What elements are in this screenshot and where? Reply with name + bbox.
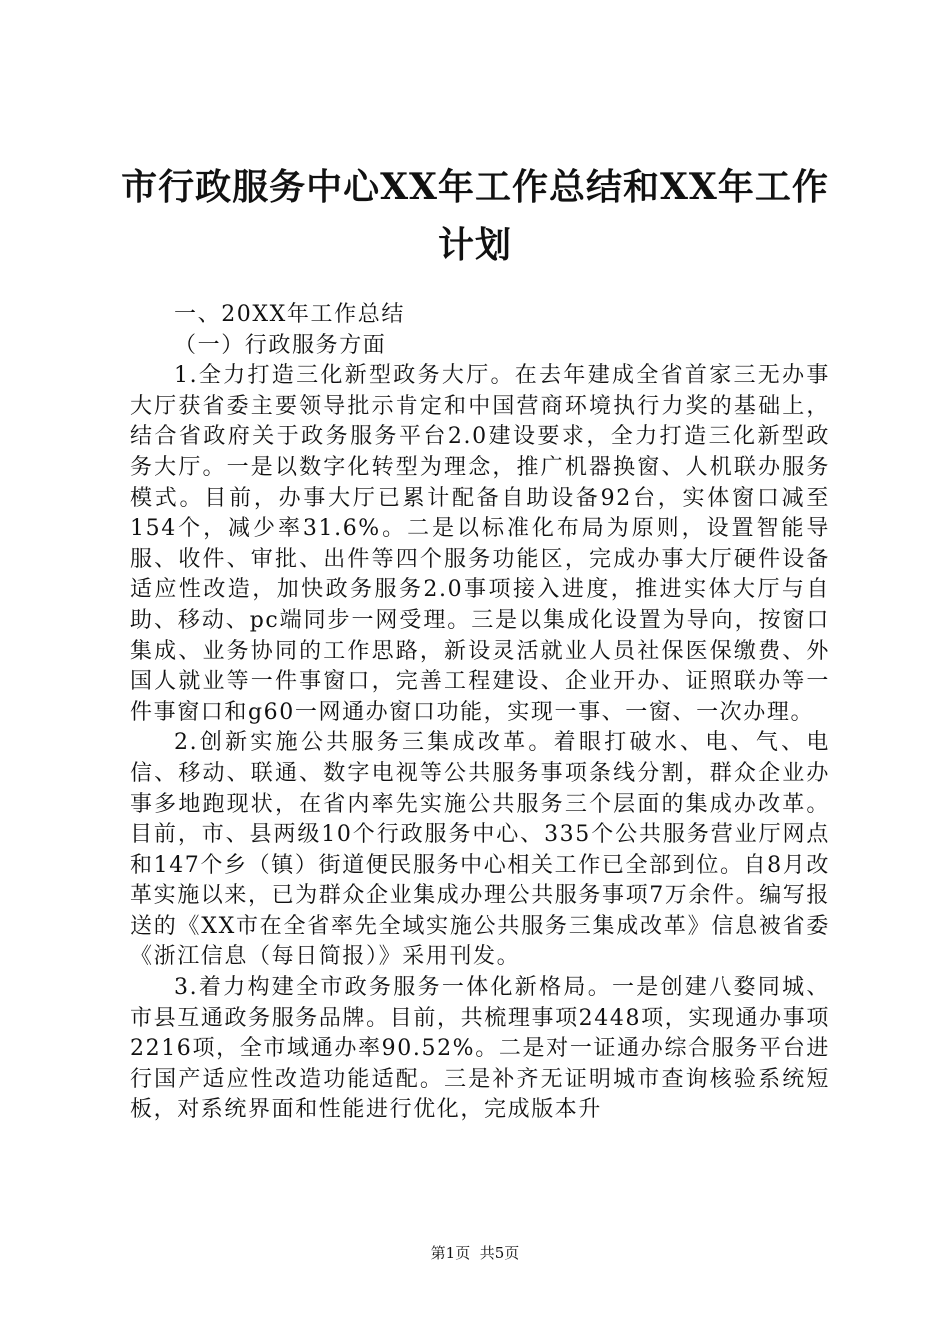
document-body bbox=[130, 300, 830, 1126]
page-number: 第1页 bbox=[430, 1244, 471, 1262]
paragraph-1: 1.全力打造三化新型政务大厅。在去年建成全省首家三无办事大厅获省委主要领导批示肯定和中国营商环境执行力奖的基础上，结合省政府关于政务服务平台2.0建设要求，全力打造三化新型政务大厅。一是以数字化转型为理念，推广机器换窗、人机联办服务模式。目前，办事大厅已累计配备自助设备92台，实体窗口减至154个，减少率31.6%。二是以标准化布局为原则，设置智能导服、收件、审批、出件等四个服务功能区，完成办事大厅硬件设备适应性改造，加快政务服务2.0事项接入进度，推进实体大厅与自助、移动、pc端同步一网受理。三是以集成化设置为导向，按窗口集成、业务协同的工作思路，新设灵活就业人员社保医保缴费、外国人就业等一件事窗口，完善工程建设、企业开办、证照联办等一件事窗口和g60一网通办窗口功能，实现一事、一窗、一次办理。 bbox=[130, 363, 830, 725]
paragraph-2: 2.创新实施公共服务三集成改革。着眼打破水、电、气、电信、移动、联通、数字电视等公共服务事项条线分割，群众企业办事多地跑现状，在省内率先实施公共服务三个层面的集成办改革。目前，市、县两级10个行政服务中心、335个公共服务营业厅网点和147个乡（镇）街道便民服务中心相关工作已全部到位。自8月改革实施以来，已为群众企业集成办理公共服务事项7万余件。编写报送的《XX市在全省率先全域实施公共服务三集成改革》信息被省委《浙江信息（每日简报）》采用刊发。 bbox=[130, 730, 830, 970]
subsection-heading: （一）行政服务方面 bbox=[174, 332, 387, 358]
page-footer bbox=[0, 1243, 950, 1263]
page-total: 共5页 bbox=[479, 1244, 520, 1262]
paragraph-3: 3.着力构建全市政务服务一体化新格局。一是创建八婺同城、市县互通政务服务品牌。目前，共梳理事项2448项，实现通办事项2216项，全市域通办率90.52%。二是对一证通办综合服务平台进行国产适应性改造功能适配。三是补齐无证明城市查询核验系统短板，对系统界面和性能进行优化，完成版本升 bbox=[130, 975, 830, 1123]
document-title: 市行政服务中心XX年工作总结和XX年工作计划 bbox=[121, 166, 829, 266]
section-heading: 一、20XX年工作总结 bbox=[174, 302, 405, 327]
